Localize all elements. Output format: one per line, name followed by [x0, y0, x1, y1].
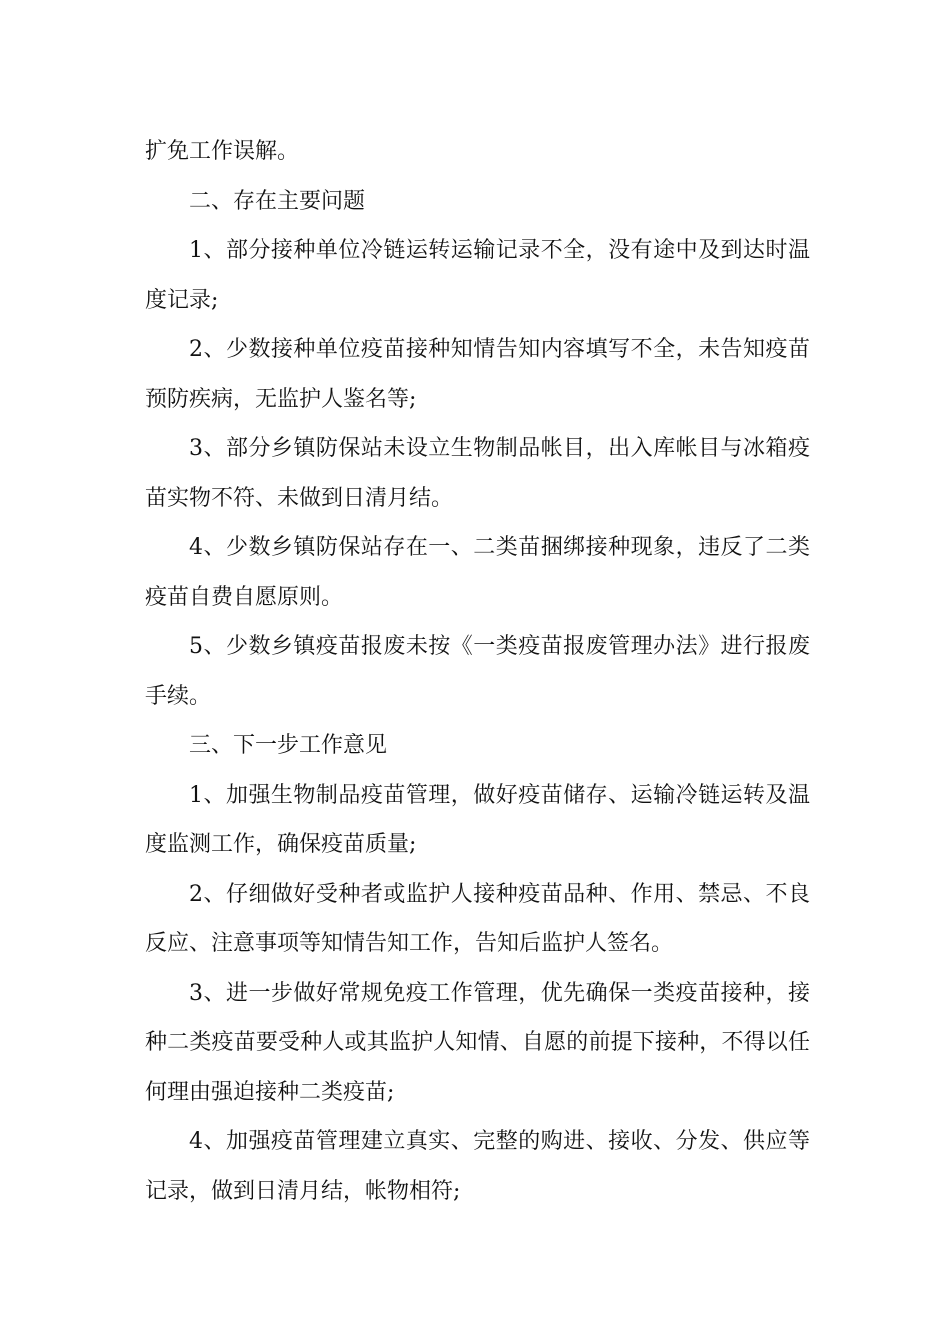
- paragraph: 4、少数乡镇防保站存在一、二类苗捆绑接种现象，违反了二类疫苗自费自愿原则。: [145, 535, 810, 610]
- paragraph: 2、少数接种单位疫苗接种知情告知内容填写不全，未告知疫苗预防疾病，无监护人鉴名等;: [145, 337, 810, 412]
- paragraph: 扩免工作误解。: [145, 139, 300, 164]
- paragraph: 3、进一步做好常规免疫工作管理，优先确保一类疫苗接种，接种二类疫苗要受种人或其监护人知情、自愿的前提下接种，不得以任何理由强迫接种二类疫苗;: [145, 980, 810, 1105]
- paragraph: 4、加强疫苗管理建立真实、完整的购进、接收、分发、供应等记录，做到日清月结，帐物相符;: [145, 1129, 810, 1204]
- section-heading-next-steps: 三、下一步工作意见: [189, 733, 388, 758]
- document-body: [145, 127, 810, 1216]
- section-heading-problems: 二、存在主要问题: [189, 188, 366, 214]
- paragraph: 1、部分接种单位冷链运转运输记录不全，没有途中及到达时温度记录;: [145, 238, 810, 313]
- paragraph: 2、仔细做好受种者或监护人接种疫苗品种、作用、禁忌、不良反应、注意事项等知情告知工作，告知后监护人签名。: [145, 881, 810, 956]
- paragraph: 5、少数乡镇疫苗报废未按《一类疫苗报废管理办法》进行报废手续。: [145, 634, 810, 709]
- paragraph: 1、加强生物制品疫苗管理，做好疫苗储存、运输冷链运转及温度监测工作，确保疫苗质量;: [145, 782, 810, 857]
- paragraph: 3、部分乡镇防保站未设立生物制品帐目，出入库帐目与冰箱疫苗实物不符、未做到日清月结。: [145, 436, 810, 511]
